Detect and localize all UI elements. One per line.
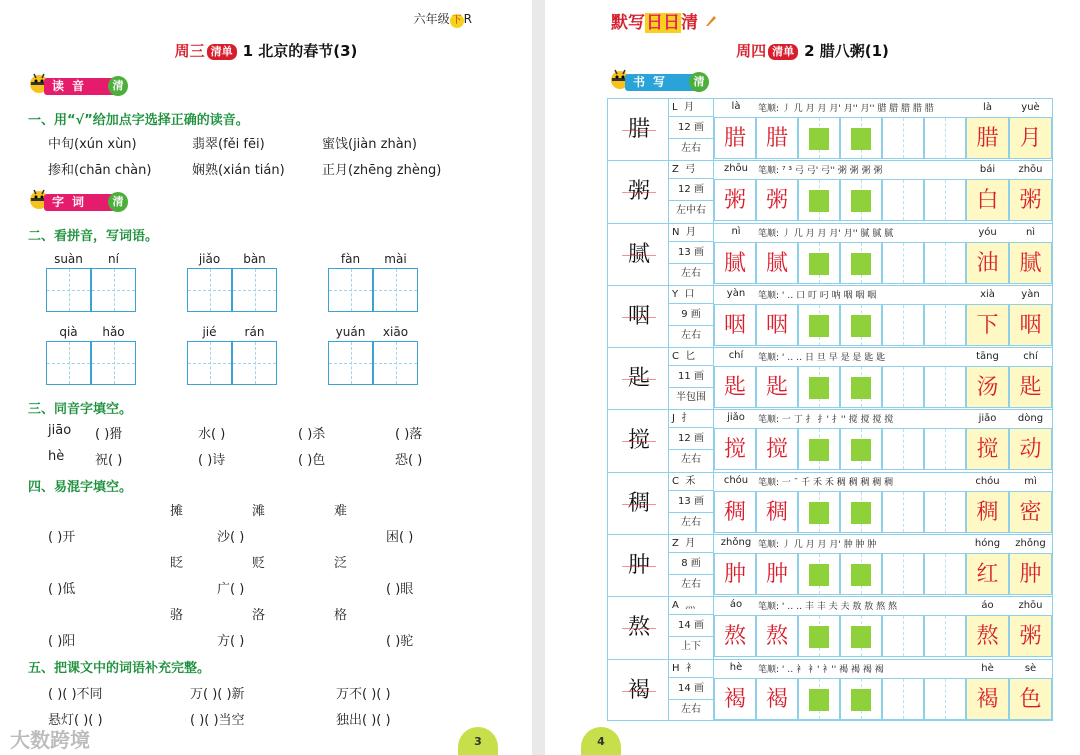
left-page: 六年级 下 R 周三 清单 1 北京的春节(3) 读音 清 一、用“√”给加点字选择正确的读音。 中旬(xún xùn) 翡翠(fěi fēi) 蜜饯(jiàn zhàn) 掺和(chān chàn) 娴熟(xián tián) 正月(zhēng zhèng) 字词 清 二、看拼音，写词语。 suàn ní jiǎo bàn fàn mài qià hǎo jié rán yuán xiāo 三、同音字填空。 jiāo ( )猾 水( ) ( )杀 ( )落 hè 祝( ) ( )诗 ( )色 恐( ) 四、易混字填空。 摊 滩 难 ( )开 沙( ) 困( ) 眨 贬 泛 ( )低 广( ) ( )眼 骆 洛 格 ( )阳 方( ) ( )驼 五、把课文中的词语补充完整。 ( )( )不同 万( )( )新 万不( )( ) 悬灯( )( ) ( )( )当空 独出( )( ) 3 大数跨境 — [0, 0, 532, 755]
q4-char: 洛 — [252, 608, 266, 623]
practice-cell[interactable] — [924, 428, 966, 470]
word-group: chóu mì 稠 密 — [966, 473, 1052, 534]
practice-cell[interactable] — [924, 553, 966, 595]
practice-cell[interactable] — [840, 428, 882, 470]
practice-cell[interactable] — [882, 117, 924, 159]
q1-item — [322, 133, 417, 152]
grade-badge: 下 — [451, 15, 462, 26]
q5-blank[interactable]: 万( )( )新 — [190, 687, 245, 702]
word-group: hóng zhǒng 红 肿 — [966, 535, 1052, 596]
word-group: jiǎo dòng 搅 动 — [966, 410, 1052, 471]
question-3-heading: 三、同音字填空。 — [28, 402, 133, 417]
green-block-icon — [809, 190, 829, 212]
main-character: 熬 — [622, 609, 656, 647]
practice-cell[interactable] — [798, 615, 840, 657]
character-table — [607, 98, 1053, 721]
q5-blank[interactable]: ( )( )不同 — [48, 687, 103, 702]
main-character: 咽 — [622, 298, 656, 336]
q4-blank[interactable]: ( )眼 — [386, 582, 414, 597]
practice-grid — [714, 553, 966, 595]
q3-blank[interactable]: ( )色 — [298, 453, 326, 468]
practice-cell[interactable] — [798, 179, 840, 221]
right-page: 默写日日清 周四 清单 2 腊八粥(1) 书写 清 腊 L 月 12 画 左右 là 笔顺: 丿 几 月 月 月' 月'' 月'' 腊 腊 腊 腊 腊 腊 腊 là yuè 腊 月 粥 Z 弓 12 画 左中右 zhōu 笔顺: ⁷ ³ 弓 弓' 弓'' 粥 粥 粥 粥 粥 粥 bái zhōu 白 粥 腻 N 月 13 画 左右 nì 笔顺: 丿 几 月 月 月' 月'' 腻 腻 腻 腻 腻 yóu nì 油 腻 咽 Y 口 9 画 左右 yàn 笔顺: ' ‥ 口 叮 叼 呐 咽 咽 咽 咽 咽 xià yàn 下 咽 匙 C 匕 11 画 半包围 chí 笔顺: ' ‥ ‥ 日 旦 早 是 是 匙 匙 匙 匙 tāng chí 汤 匙 搅 J 扌 12 画 左右 jiǎo 笔顺: 一 丁 扌 扌' 扌'' 搅 搅 搅 搅 搅 搅 jiǎo dòng 搅 动 稠 C 禾 13 画 左右 chóu 笔顺: 一 ¯ 千 禾 禾 稠 稠 稠 稠 稠 稠 稠 chóu mì 稠 密 肿 Z 月 8 画 左右 zhǒng 笔顺: 丿 几 月 月 月' 肿 肿 肿 肿 肿 hóng zhǒng 红 肿 熬 A 灬 14 画 上下 áo 笔顺: ' ‥ ‥ 丰 丰 夫 夫 敖 敖 熬 熬 熬 熬 áo zhōu 熬 粥 褐 H 衤 14 画 左右 hè 笔顺: ' ‥ 衤 衤' 衤'' 褐 褐 褐 褐 褐 褐 hè sè 褐 色 4 — [545, 0, 1080, 755]
character-pinyin: zhǒng — [720, 537, 752, 549]
main-character: 搅 — [622, 422, 656, 460]
q4-blank[interactable]: 广( ) — [217, 582, 245, 597]
pinyin-writing-group: yuán xiāo — [328, 325, 418, 385]
trace-cell: 稠 — [756, 491, 798, 533]
practice-cell[interactable] — [882, 491, 924, 533]
practice-cell[interactable] — [882, 242, 924, 284]
pinyin-writing-group: qià hǎo — [46, 325, 136, 385]
q4-blank[interactable]: ( )阳 — [48, 634, 76, 649]
writing-box[interactable] — [328, 268, 373, 312]
q4-blank[interactable]: ( )驼 — [386, 634, 414, 649]
practice-cell[interactable] — [798, 491, 840, 533]
character-info: J 扌 12 画 左右 — [668, 410, 714, 471]
q1-item — [322, 159, 441, 178]
practice-grid — [714, 678, 966, 720]
character-pinyin: hè — [729, 661, 743, 673]
practice-cell[interactable] — [798, 678, 840, 720]
trace-cell: 粥 — [756, 179, 798, 221]
q4-char: 骆 — [170, 608, 184, 623]
word-group: xià yàn 下 咽 — [966, 286, 1052, 347]
q3-blank[interactable]: ( )诗 — [198, 453, 226, 468]
word-character: 褐 — [966, 678, 1009, 720]
trace-cell: 肿 — [714, 553, 756, 595]
character-info: H 衤 14 画 左右 — [668, 660, 714, 720]
word-character: 下 — [966, 304, 1009, 346]
practice-cell[interactable] — [798, 117, 840, 159]
word-character: 肿 — [1009, 553, 1052, 595]
grade-label: 六年级 下 R — [413, 12, 472, 26]
writing-box[interactable] — [91, 341, 136, 385]
pronunciation-choice[interactable]: 蜜饯(jiàn zhàn) — [322, 137, 417, 152]
stroke-order: 笔顺: ' ‥ 衤 衤' 衤'' 褐 褐 褐 褐 — [758, 664, 884, 675]
q5-blank[interactable]: 独出( )( ) — [336, 713, 391, 728]
character-pinyin: jiǎo — [727, 412, 745, 424]
character-row — [607, 659, 1053, 721]
trace-cell: 咽 — [756, 304, 798, 346]
practice-cell[interactable] — [882, 615, 924, 657]
trace-cell: 腻 — [756, 242, 798, 284]
writing-box[interactable] — [91, 268, 136, 312]
practice-cell[interactable] — [798, 242, 840, 284]
green-block-icon — [809, 253, 829, 275]
word-character: 油 — [966, 242, 1009, 284]
stroke-order: 笔顺: 一 丁 扌 扌' 扌'' 搅 搅 搅 搅 — [758, 415, 894, 426]
practice-cell[interactable] — [882, 366, 924, 408]
q4-char: 眨 — [170, 556, 184, 571]
pinyin-writing-group: suàn ní — [46, 252, 136, 312]
practice-cell[interactable] — [840, 553, 882, 595]
trace-cell: 熬 — [756, 615, 798, 657]
word-character: 白 — [966, 179, 1009, 221]
trace-cell: 匙 — [714, 366, 756, 408]
green-block-icon — [809, 502, 829, 524]
pronunciation-choice[interactable]: 掺和(chān chàn) — [48, 163, 152, 178]
stroke-order: 笔顺: ' ‥ ‥ 丰 丰 夫 夫 敖 敖 熬 熬 — [758, 602, 898, 613]
question-1-heading: 一、用“√”给加点字选择正确的读音。 — [28, 113, 249, 128]
trace-cell: 搅 — [714, 428, 756, 470]
green-block-icon — [851, 626, 871, 648]
practice-cell[interactable] — [924, 117, 966, 159]
pinyin-writing-group: jié rán — [187, 325, 277, 385]
character-row — [607, 98, 1053, 160]
q3-blank[interactable]: ( )杀 — [298, 427, 326, 442]
practice-cell[interactable] — [840, 615, 882, 657]
practice-cell[interactable] — [840, 117, 882, 159]
trace-cell: 褐 — [714, 678, 756, 720]
word-character: 粥 — [1009, 615, 1052, 657]
character-row — [607, 472, 1053, 534]
green-block-icon — [809, 439, 829, 461]
trace-cell: 腻 — [714, 242, 756, 284]
character-row — [607, 534, 1053, 596]
character-row — [607, 285, 1053, 347]
word-group: tāng chí 汤 匙 — [966, 348, 1052, 409]
character-row — [607, 596, 1053, 658]
q3-blank[interactable]: ( )猾 — [95, 427, 123, 442]
practice-cell[interactable] — [882, 553, 924, 595]
qingdan-badge: 清单 — [768, 44, 798, 60]
practice-cell[interactable] — [924, 615, 966, 657]
word-group: hè sè 褐 色 — [966, 660, 1052, 720]
stroke-order: 笔顺: ' ‥ 口 叮 叼 呐 咽 咽 咽 — [758, 290, 877, 301]
green-block-icon — [809, 626, 829, 648]
green-block-icon — [851, 689, 871, 711]
character-pinyin: zhōu — [723, 163, 749, 175]
q5-blank[interactable]: ( )( )当空 — [190, 713, 245, 728]
stroke-order: 笔顺: 丿 几 月 月 月' 肿 肿 肿 — [758, 540, 877, 551]
practice-cell[interactable] — [798, 553, 840, 595]
trace-cell: 搅 — [756, 428, 798, 470]
stroke-order: 笔顺: 丿 几 月 月 月' 月'' 月'' 腊 腊 腊 腊 腊 — [758, 104, 934, 114]
writing-box[interactable] — [232, 341, 277, 385]
q4-char: 格 — [334, 608, 348, 623]
question-4-heading: 四、易混字填空。 — [28, 480, 133, 495]
main-character: 褐 — [622, 672, 656, 710]
q4-char: 滩 — [252, 504, 266, 519]
practice-cell[interactable] — [924, 304, 966, 346]
pronunciation-choice[interactable]: 中旬(xún xùn) — [48, 137, 137, 152]
trace-cell: 熬 — [714, 615, 756, 657]
writing-box[interactable] — [46, 268, 91, 312]
practice-cell[interactable] — [840, 304, 882, 346]
main-character: 粥 — [622, 173, 656, 211]
q4-char: 摊 — [170, 504, 184, 519]
practice-cell[interactable] — [840, 366, 882, 408]
character-row — [607, 347, 1053, 409]
character-pinyin: chí — [728, 350, 744, 362]
trace-cell: 稠 — [714, 491, 756, 533]
character-info: Z 月 8 画 左右 — [668, 535, 714, 596]
word-character: 熬 — [966, 615, 1009, 657]
qing-badge: 清 — [689, 72, 709, 92]
green-block-icon — [809, 564, 829, 586]
q4-char: 贬 — [252, 556, 266, 571]
pencil-icon — [704, 14, 718, 28]
character-row — [607, 160, 1053, 222]
pronunciation-choice[interactable]: 正月(zhēng zhèng) — [322, 163, 442, 178]
character-info: C 匕 11 画 半包围 — [668, 348, 714, 409]
question-5-heading: 五、把课文中的词语补充完整。 — [28, 661, 211, 676]
practice-cell[interactable] — [798, 366, 840, 408]
q4-blank[interactable]: ( )开 — [48, 530, 76, 545]
character-info: Y 口 9 画 左右 — [668, 286, 714, 347]
stroke-order: 笔顺: ' ‥ ‥ 日 旦 早 是 是 匙 匙 — [758, 353, 886, 364]
green-block-icon — [851, 315, 871, 337]
q4-char: 泛 — [334, 556, 348, 571]
writing-box[interactable] — [46, 341, 91, 385]
word-group: bái zhōu 白 粥 — [966, 161, 1052, 222]
page-title: 周三 清单 1 北京的春节(3) — [174, 42, 358, 60]
trace-cell: 匙 — [756, 366, 798, 408]
q1-item — [192, 133, 265, 152]
character-info: C 禾 13 画 左右 — [668, 473, 714, 534]
word-character: 月 — [1009, 117, 1052, 159]
trace-cell: 褐 — [756, 678, 798, 720]
practice-cell[interactable] — [882, 304, 924, 346]
trace-cell: 肿 — [756, 553, 798, 595]
practice-cell[interactable] — [882, 179, 924, 221]
green-block-icon — [851, 502, 871, 524]
q3-pinyin: jiāo — [48, 423, 72, 438]
green-block-icon — [851, 439, 871, 461]
stroke-order: 笔顺: ⁷ ³ 弓 弓' 弓'' 粥 粥 粥 粥 — [758, 166, 883, 177]
q4-char: 难 — [334, 504, 348, 519]
character-info: L 月 12 画 左右 — [668, 99, 714, 160]
main-character: 腊 — [622, 111, 656, 149]
character-info: N 月 13 画 左右 — [668, 224, 714, 285]
main-character: 腻 — [622, 236, 656, 274]
character-pinyin: áo — [729, 599, 743, 611]
character-info: A 灬 14 画 上下 — [668, 597, 714, 658]
word-character: 动 — [1009, 428, 1052, 470]
watermark: 大数跨境 — [10, 728, 90, 752]
practice-cell[interactable] — [924, 678, 966, 720]
qing-badge: 清 — [108, 76, 128, 96]
practice-cell[interactable] — [840, 491, 882, 533]
writing-box[interactable] — [232, 268, 277, 312]
q4-blank[interactable]: 困( ) — [386, 530, 414, 545]
main-character: 稠 — [622, 485, 656, 523]
writing-box[interactable] — [328, 341, 373, 385]
q1-item — [48, 159, 151, 178]
green-block-icon — [851, 377, 871, 399]
trace-cell: 腊 — [714, 117, 756, 159]
q3-blank[interactable]: ( )落 — [395, 427, 423, 442]
practice-cell[interactable] — [840, 678, 882, 720]
pronunciation-choice[interactable]: 翡翠(fěi fēi) — [192, 137, 265, 152]
main-character: 匙 — [622, 360, 656, 398]
practice-grid — [714, 491, 966, 533]
q4-blank[interactable]: 沙( ) — [217, 530, 245, 545]
q3-blank[interactable]: 水( ) — [198, 427, 226, 442]
practice-grid — [714, 304, 966, 346]
q3-blank[interactable]: 恐( ) — [395, 453, 423, 468]
practice-cell[interactable] — [924, 179, 966, 221]
word-character: 稠 — [966, 491, 1009, 533]
practice-grid — [714, 117, 966, 159]
trace-cell: 腊 — [756, 117, 798, 159]
main-character: 肿 — [622, 547, 656, 585]
word-character: 腊 — [966, 117, 1009, 159]
practice-grid — [714, 366, 966, 408]
q3-blank[interactable]: 祝( ) — [95, 453, 123, 468]
green-block-icon — [809, 377, 829, 399]
word-character: 腻 — [1009, 242, 1052, 284]
q4-blank[interactable]: ( )低 — [48, 582, 76, 597]
word-character: 搅 — [966, 428, 1009, 470]
practice-cell[interactable] — [798, 304, 840, 346]
q3-pinyin: hè — [48, 449, 65, 464]
practice-cell[interactable] — [882, 428, 924, 470]
trace-cell: 咽 — [714, 304, 756, 346]
stroke-order: 笔顺: 丿 几 月 月 月' 月'' 腻 腻 腻 — [758, 228, 894, 239]
series-logo: 默写日日清 — [611, 8, 718, 33]
practice-cell[interactable] — [840, 242, 882, 284]
writing-box[interactable] — [187, 341, 232, 385]
practice-grid — [714, 242, 966, 284]
word-group: là yuè 腊 月 — [966, 99, 1052, 160]
word-character: 汤 — [966, 366, 1009, 408]
q4-blank[interactable]: 方( ) — [217, 634, 245, 649]
green-block-icon — [809, 128, 829, 150]
page-number: 3 — [458, 727, 498, 755]
word-character: 咽 — [1009, 304, 1052, 346]
green-block-icon — [851, 564, 871, 586]
word-character: 粥 — [1009, 179, 1052, 221]
practice-cell[interactable] — [882, 678, 924, 720]
practice-cell[interactable] — [924, 242, 966, 284]
question-2-heading: 二、看拼音，写词语。 — [28, 229, 159, 244]
writing-box[interactable] — [373, 268, 418, 312]
character-pinyin: là — [731, 101, 741, 112]
practice-cell[interactable] — [924, 366, 966, 408]
page-number: 4 — [581, 727, 621, 755]
character-row — [607, 409, 1053, 471]
page-title: 周四 清单 2 腊八粥(1) — [736, 42, 889, 60]
q5-blank[interactable]: 万不( )( ) — [336, 687, 391, 702]
green-block-icon — [851, 128, 871, 150]
character-pinyin: yàn — [726, 287, 746, 299]
practice-cell[interactable] — [840, 179, 882, 221]
trace-cell: 粥 — [714, 179, 756, 221]
qing-badge: 清 — [108, 192, 128, 212]
writing-box[interactable] — [187, 268, 232, 312]
word-group: yóu nì 油 腻 — [966, 224, 1052, 285]
pinyin-writing-group: jiǎo bàn — [187, 252, 277, 312]
green-block-icon — [851, 190, 871, 212]
word-character: 色 — [1009, 678, 1052, 720]
practice-grid — [714, 615, 966, 657]
word-character: 匙 — [1009, 366, 1052, 408]
green-block-icon — [809, 689, 829, 711]
character-row — [607, 223, 1053, 285]
character-info: Z 弓 12 画 左中右 — [668, 161, 714, 222]
stroke-order: 笔顺: 一 ¯ 千 禾 禾 稠 稠 稠 稠 稠 — [758, 477, 894, 488]
word-character: 红 — [966, 553, 1009, 595]
word-group: áo zhōu 熬 粥 — [966, 597, 1052, 658]
practice-grid — [714, 179, 966, 221]
practice-cell[interactable] — [798, 428, 840, 470]
pronunciation-choice[interactable]: 娴熟(xián tián) — [192, 163, 285, 178]
practice-cell[interactable] — [924, 491, 966, 533]
word-character: 密 — [1009, 491, 1052, 533]
practice-grid — [714, 428, 966, 470]
green-block-icon — [809, 315, 829, 337]
character-pinyin: chóu — [723, 474, 749, 486]
green-block-icon — [851, 253, 871, 275]
writing-box[interactable] — [373, 341, 418, 385]
qingdan-badge: 清单 — [207, 44, 237, 60]
q1-item — [48, 133, 137, 152]
q1-item — [192, 159, 285, 178]
q5-blank[interactable]: 悬灯( )( ) — [48, 713, 103, 728]
pinyin-writing-group: fàn mài — [328, 252, 418, 312]
character-pinyin: nì — [731, 225, 741, 237]
